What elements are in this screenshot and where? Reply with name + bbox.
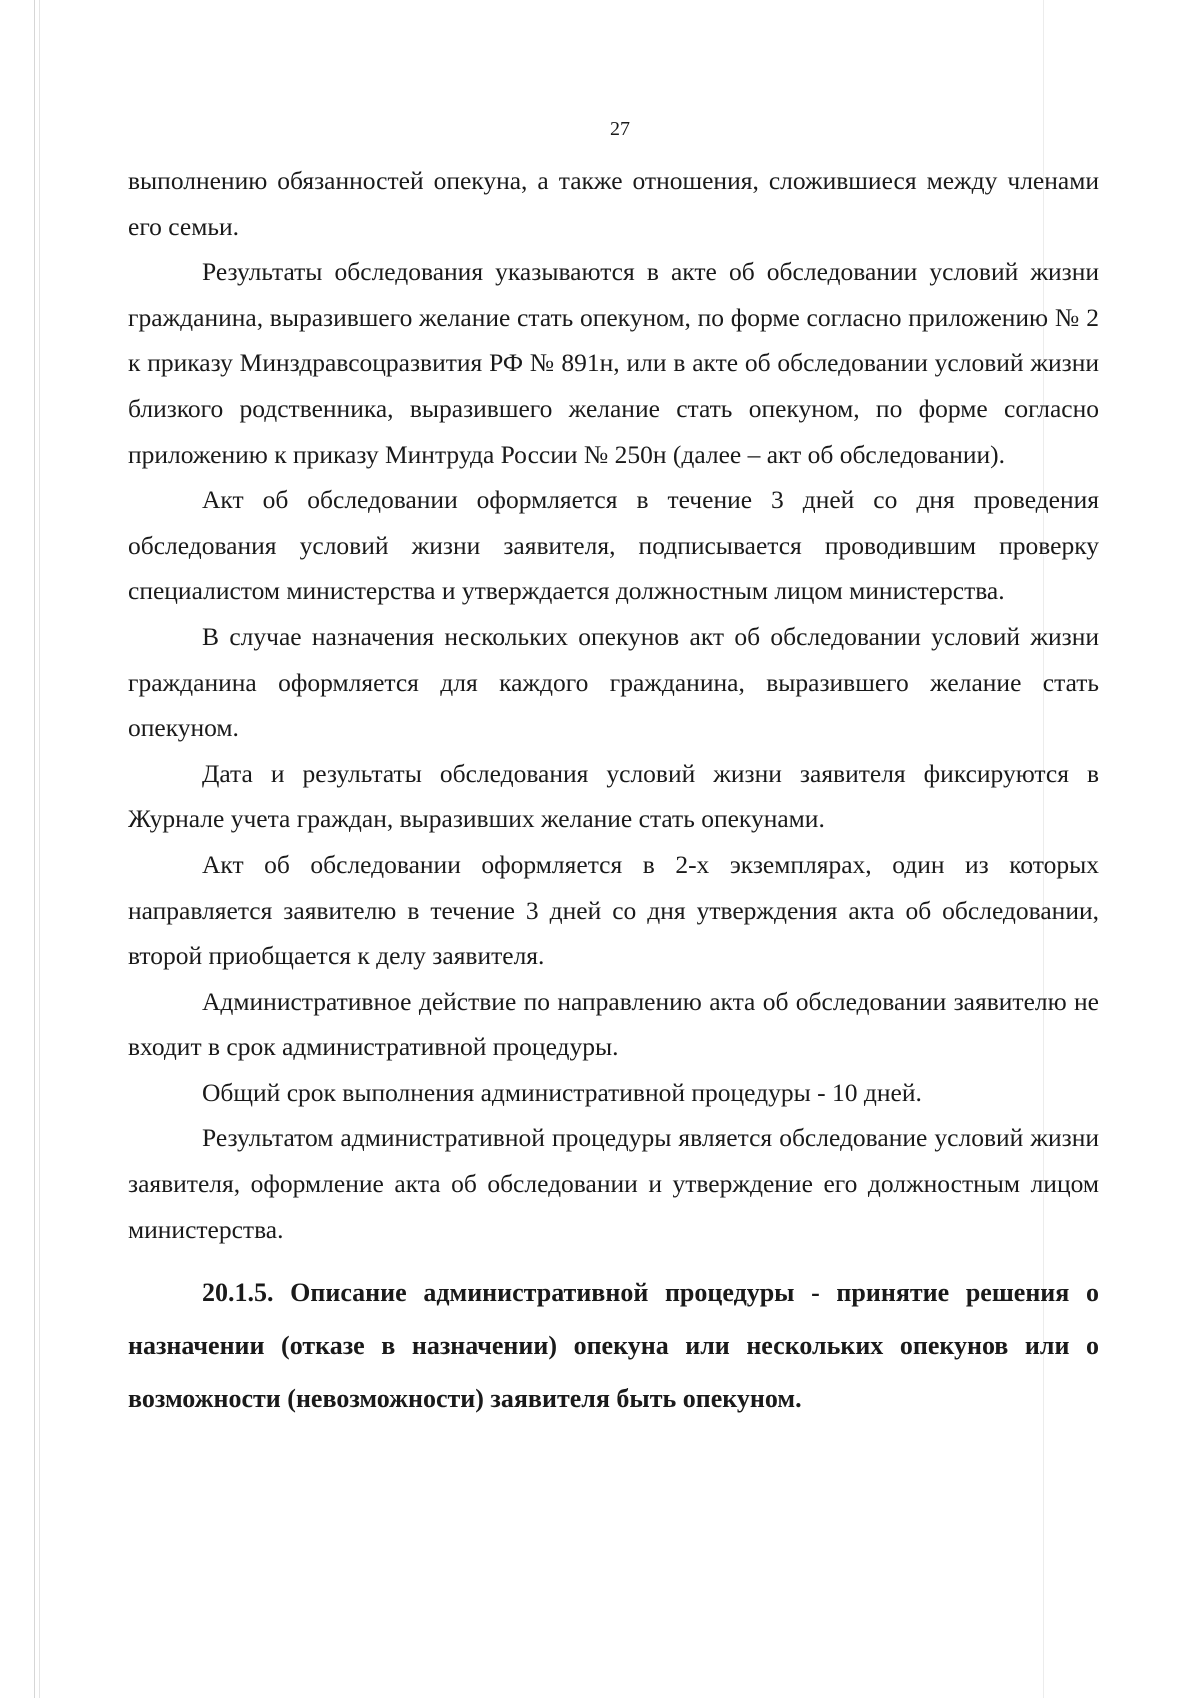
paragraph-total-term: Общий срок выполнения административной процедуры - 10 дней. <box>202 1077 922 1107</box>
paragraph-procedure-result: Результатом административной процедуры является обследование условий жизни заявителя, оформление акта об обследовании и утверждение его должностным лицом министерства. <box>128 1123 1099 1244</box>
page-number: 27 <box>610 118 630 140</box>
paragraph-multiple-guardians: В случае назначения нескольких опекунов акт об обследовании условий жизни гражданина оформляется для каждого гражданина, выразившего желание стать опекуном. <box>128 621 1099 743</box>
paragraph-journal-record: Дата и результаты обследования условий жизни заявителя фиксируются в Журнале учета граждан, выразивших желание стать опекунами. <box>128 758 1099 834</box>
paragraph-continuation: выполнению обязанностей опекуна, а также отношения, сложившиеся между членами его семьи. <box>128 166 1099 241</box>
paragraph-act-delivery: Административное действие по направлению акта об обследовании заявителю не входит в срок административной процедуры. <box>128 986 1099 1062</box>
paragraph-survey-results: Результаты обследования указываются в акте об обследовании условий жизни гражданина, выразившего желание стать опекуном, по форме согласно приложению № 2 к приказу Минздравсоцразвития РФ № 891н, или в акте об обследовании условий жизни близкого родственника, выразившего желание стать опекуном, по форме согласно приложению к приказу Минтруда России № 250н (далее – акт об обследовании). <box>128 257 1099 469</box>
document-body <box>128 158 1099 1425</box>
paragraph-act-preparation: Акт об обследовании оформляется в течение 3 дней со дня проведения обследования условий жизни заявителя, подписывается проводившим проверку специалистом министерства и утверждается должностным лицом министерства. <box>128 485 1099 606</box>
scan-left-edge <box>34 0 40 1698</box>
section-heading: 20.1.5. Описание административной процедуры - принятие решения о назначении (отказе в назначении) опекуна или нескольких опекунов или о возможности (невозможности) заявителя быть опекуном. <box>128 1278 1099 1414</box>
paragraph-act-copies: Акт об обследовании оформляется в 2-х экземплярах, один из которых направляется заявителю в течение 3 дней со дня утверждения акта об обследовании, второй приобщается к делу заявителя. <box>128 849 1099 971</box>
